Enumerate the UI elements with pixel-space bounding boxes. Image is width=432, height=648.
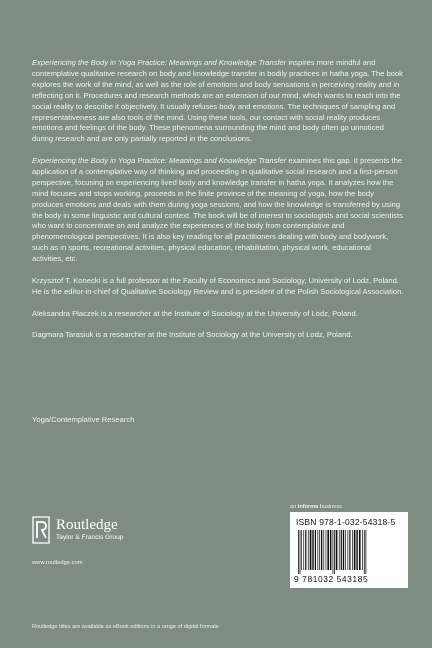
- publisher-area: [32, 504, 412, 602]
- author-bio-konecki: Krzysztof T. Konecki is a full professor at the Faculty of Economics and Sociology, University of Lodz, Poland. He is the editor-in-chief of Qualitative Sociology Review and is president of the Polish Sociological Association.: [32, 275, 404, 296]
- barcode-bar: [308, 530, 309, 570]
- barcode-bar: [310, 530, 312, 570]
- barcode-bar: [300, 530, 301, 574]
- barcode-bar: [315, 530, 316, 570]
- barcode-bar: [301, 530, 302, 570]
- barcode-bar: [349, 530, 350, 570]
- informa-suffix: business: [318, 504, 342, 510]
- author-bio-tarasiuk: Dagmara Tarasiuk is a researcher at the Institute of Sociology at the University of Lodz, Poland.: [32, 330, 353, 340]
- back-cover-text: [32, 58, 404, 352]
- book-title-italic: Experiencing the Body in Yoga Practice: Meanings and Knowledge Transfer: [32, 58, 287, 67]
- barcode-bar: [312, 530, 313, 570]
- informa-prefix: an: [290, 504, 298, 510]
- barcode-bar: [352, 530, 353, 570]
- barcode-bar: [364, 530, 365, 574]
- informa-tagline: [290, 504, 342, 510]
- barcode-bars: [296, 530, 402, 574]
- barcode-bar: [303, 530, 304, 570]
- subject-category: Yoga/Contemplative Research: [32, 415, 135, 424]
- publisher-subtitle: Taylor & Francis Group: [56, 534, 124, 541]
- barcode-bar: [334, 530, 335, 574]
- barcode-bar: [336, 530, 338, 570]
- isbn-barcode: [290, 512, 408, 588]
- barcode-bar: [345, 530, 346, 570]
- barcode-bar: [321, 530, 322, 570]
- barcode-digits: 9 781032 543185: [294, 574, 369, 584]
- barcode-bar: [326, 530, 327, 570]
- description-paragraph-2: [32, 156, 404, 265]
- barcode-bar: [319, 530, 320, 570]
- barcode-bar: [333, 530, 334, 574]
- barcode-bar: [362, 530, 363, 570]
- routledge-logo-icon: [32, 516, 50, 544]
- barcode-bar: [298, 530, 299, 574]
- barcode-bar: [339, 530, 340, 570]
- barcode-bar: [341, 530, 342, 570]
- book-title-italic: Experiencing the Body in Yoga Practice: Meanings and Knowledge Transfer: [32, 156, 287, 166]
- barcode-bar: [330, 530, 331, 570]
- barcode-bar: [356, 530, 357, 570]
- barcode-bar: [327, 530, 329, 570]
- isbn-number: ISBN 978-1-032-54318-5: [296, 517, 396, 527]
- paragraph-text: inspires more mindful and contemplative qualitative research on body and knowledge transfer in bodily practices in hatha yoga. The book explores the work of the mind, as well as the role of emotions and body sensations in perceiving reality and in reflecting on it. Procedures and research methods are an extension of our mind, which wants to reach into the social reality to describe it objectively. It usually refuses body and emotions. The techniques of sampling and representativeness are also tools of the mind. Using these tools, our contact with social reality produces emotions and feelings of the body. These phenomena surrounding the mind and body often go unnoticed during research and are only partially reported in the conclusions.: [32, 58, 403, 144]
- barcode-bar: [359, 530, 361, 570]
- description-paragraph-1: [32, 58, 404, 145]
- informa-brand: informa: [297, 504, 319, 510]
- publisher-name: Routledge: [56, 517, 118, 533]
- barcode-bar: [366, 530, 367, 574]
- barcode-bar: [318, 530, 319, 570]
- ebook-availability-note: Routledge titles are available as eBook editions in a range of digital formats: [32, 624, 219, 630]
- barcode-bar: [343, 530, 344, 570]
- publisher-website: www.routledge.com: [32, 560, 83, 566]
- paragraph-text: examines this gap. It presents the application of a contemplative way of thinking and proceeding in qualitative social research and a first-person perspective, focusing on experiencing lived body and knowledge transfer in hatha yoga. It analyzes how the mind focuses and stops working, proceeds in the finite province of the meaning of yoga, how the body produces emotions and deals with them during yoga sessions, and how the knowledge is transferred by using the body in some linguistic and cultural context. The book will be of interest to sociologists and social scientists who want to concentrate on and analyze the experiences of the body from contemplative and phenomenological perspectives. It is also key reading for all practitioners dealing with body and bodywork, such as in sports, recreational activities, physical education, rehabilitation, physical work, educational activities, etc.: [32, 156, 403, 264]
- barcode-bar: [323, 530, 324, 570]
- barcode-bar: [354, 530, 356, 570]
- routledge-logo: [32, 512, 162, 548]
- barcode-bar: [348, 530, 349, 570]
- barcode-bar: [305, 530, 306, 570]
- author-bio-placzek: Aleksandra Płaczek is a researcher at the Institute of Sociology at the University of Lodz, Poland.: [32, 308, 358, 318]
